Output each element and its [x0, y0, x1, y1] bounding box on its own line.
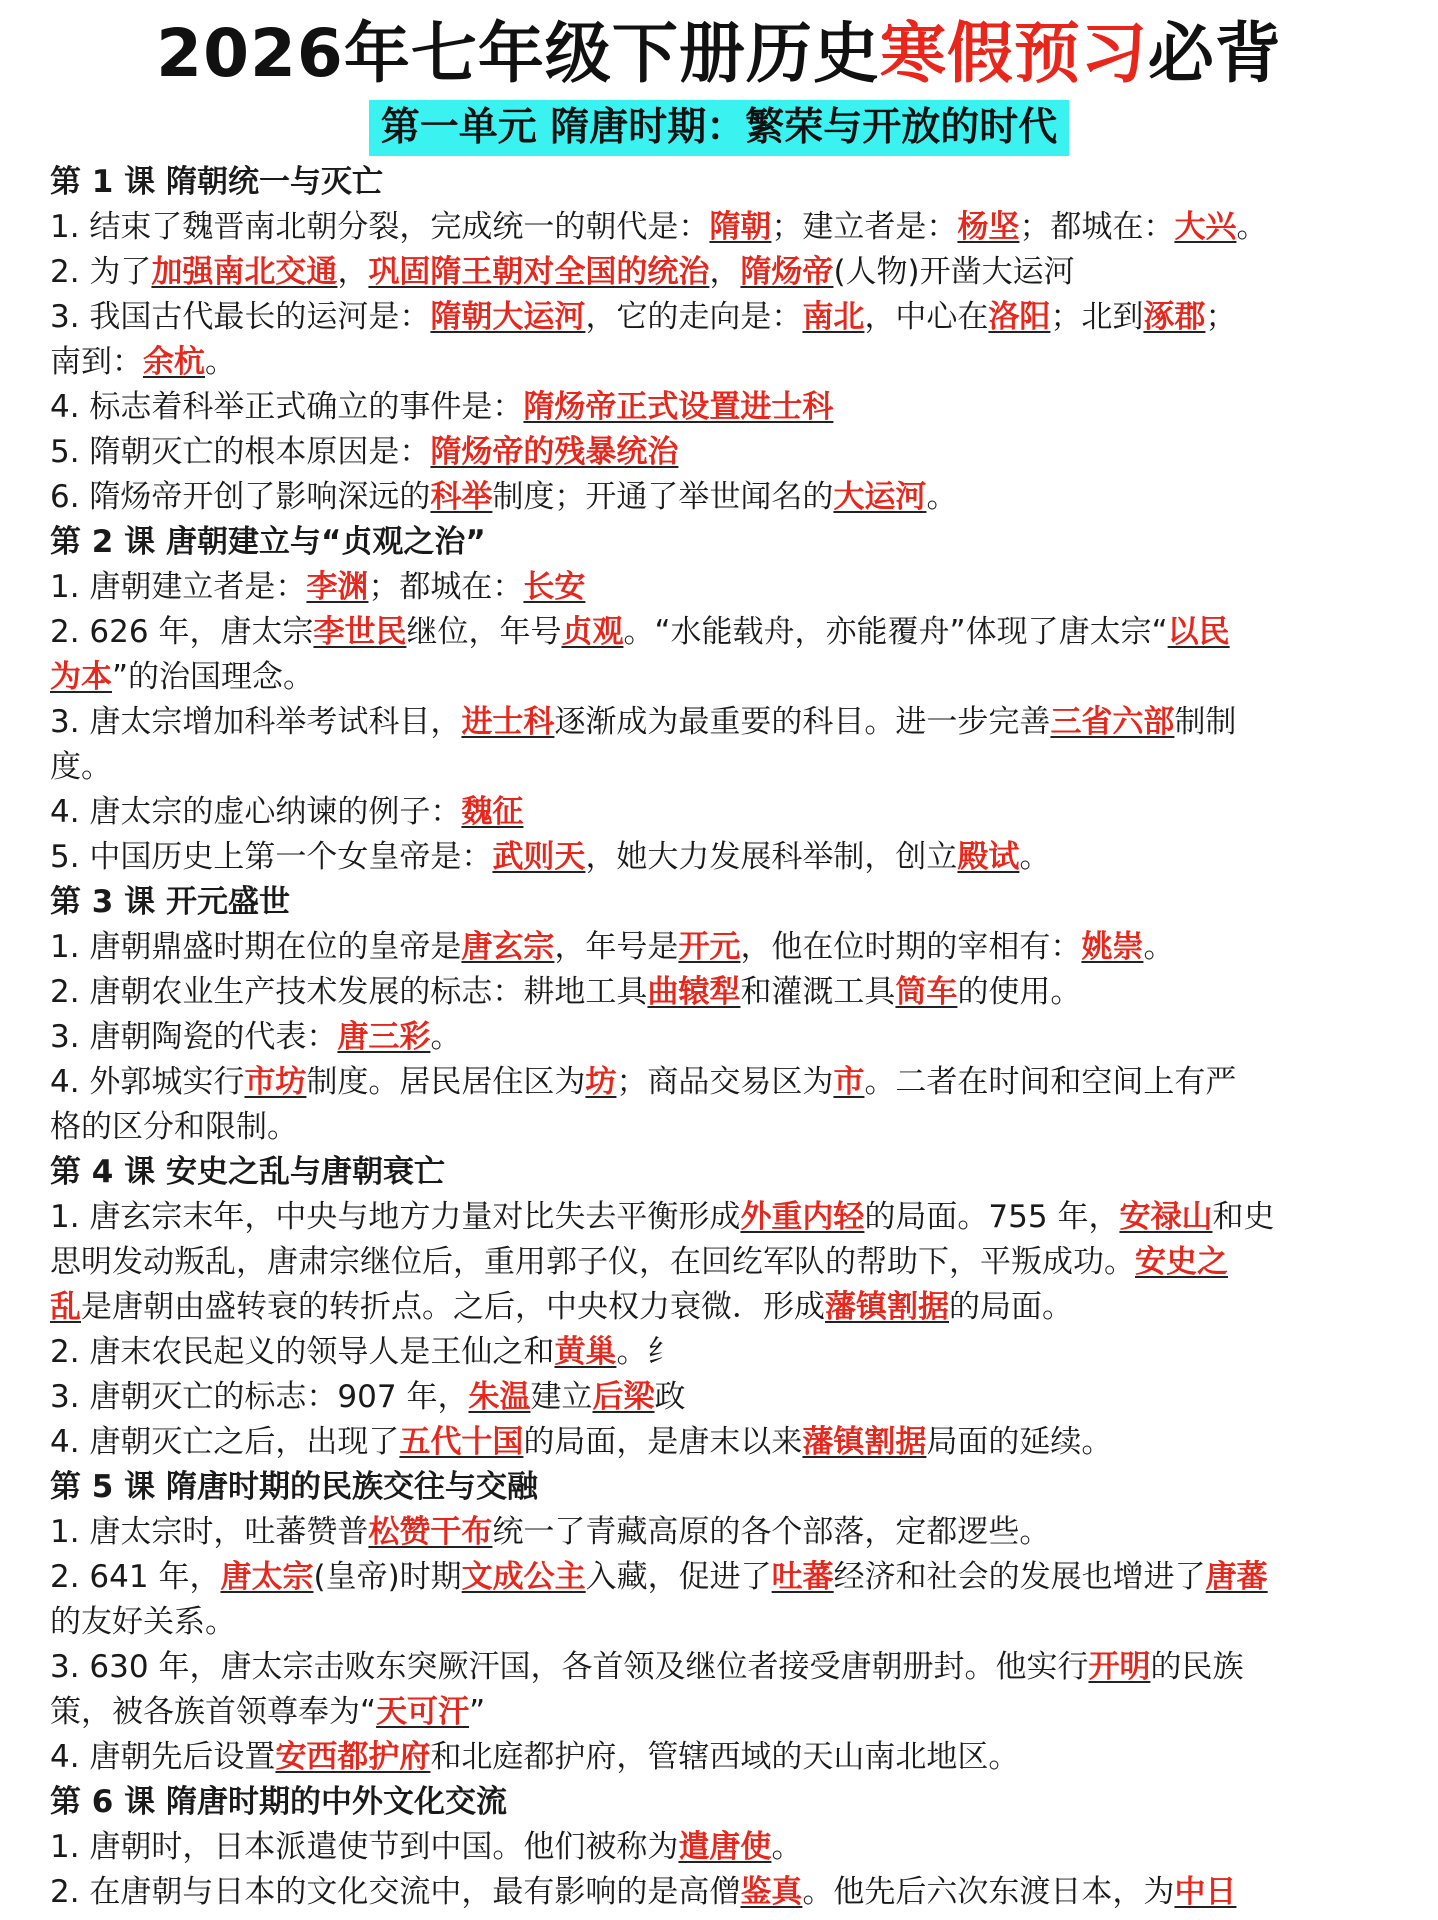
key-term: 安禄山: [1119, 1199, 1213, 1235]
text-segment: 3. 630 年，唐太宗击败东突厥汗国，各首领及继位者接受唐朝册封。他实行: [50, 1649, 1089, 1685]
text-segment: 的友好关系。: [50, 1604, 236, 1640]
text-segment: 。: [771, 1829, 803, 1865]
text-segment: 第 2 课 唐朝建立与“贞观之治”: [50, 524, 486, 560]
key-term: 姚崇: [1081, 929, 1144, 965]
key-term: 安史之: [1135, 1244, 1228, 1280]
text-segment: 4. 唐朝先后设置: [50, 1739, 276, 1775]
text-line: [50, 835, 1402, 880]
key-term: 吐蕃: [771, 1559, 834, 1595]
text-line: [50, 205, 1402, 250]
text-line: [50, 1285, 1402, 1330]
lesson-heading: [50, 520, 1402, 565]
text-segment: 4. 唐朝灭亡之后，出现了: [50, 1424, 400, 1460]
key-term: 开明: [1088, 1649, 1151, 1685]
lesson-heading: [50, 1465, 1402, 1510]
key-term: 唐蕃: [1205, 1559, 1268, 1595]
text-segment: 局面的延续。: [926, 1424, 1113, 1460]
text-line: [50, 1015, 1402, 1060]
text-segment: 。: [1019, 839, 1051, 875]
text-segment: 第 3 课 开元盛世: [50, 884, 290, 920]
text-line: [50, 1330, 1402, 1375]
key-term: 外重内轻: [740, 1199, 865, 1235]
text-line: [50, 925, 1402, 970]
text-segment: ；商品交易区为: [616, 1064, 834, 1100]
text-segment: 4. 外郭城实行: [50, 1064, 245, 1100]
key-term: 长安: [523, 569, 586, 605]
text-segment: 的局面，是唐末以来: [523, 1424, 803, 1460]
key-term: 市坊: [244, 1064, 307, 1100]
lesson-heading: [50, 1780, 1402, 1825]
text-line: [50, 1240, 1402, 1285]
key-term: 文成公主: [461, 1559, 586, 1595]
key-term: 天可汗: [376, 1694, 470, 1730]
key-term: 贞观: [561, 614, 624, 650]
text-segment: (人物)开凿大运河: [833, 254, 1075, 290]
key-term: 隋炀帝的残暴统治: [430, 434, 679, 470]
text-segment: 。纟: [616, 1334, 679, 1370]
text-segment: ，他在位时期的宰相有：: [740, 929, 1082, 965]
title-part-1: 2026年七年级下册历史: [156, 15, 880, 92]
key-term: 以民: [1167, 614, 1230, 650]
text-segment: 2. 为了: [50, 254, 152, 290]
text-segment: 。: [926, 479, 958, 515]
key-term: 黄巢: [554, 1334, 617, 1370]
text-line: [50, 1555, 1402, 1600]
text-segment: ”: [469, 1694, 486, 1730]
text-segment: 制度。居民居住区为: [306, 1064, 586, 1100]
text-segment: 第 4 课 安史之乱与唐朝衰亡: [50, 1154, 445, 1190]
key-term: 曲辕犁: [647, 974, 741, 1010]
text-segment: 的局面。755 年，: [864, 1199, 1120, 1235]
key-term: 余杭: [143, 344, 205, 380]
text-line: [50, 1420, 1402, 1465]
text-segment: ；建立者是：: [771, 209, 958, 245]
text-line: [50, 385, 1402, 430]
text-segment: ，: [337, 254, 369, 290]
unit-title-banner: [0, 100, 1438, 156]
text-segment: 4. 标志着科举正式确立的事件是：: [50, 389, 524, 425]
text-line: [50, 1735, 1402, 1780]
text-segment: 格的区分和限制。: [50, 1109, 298, 1145]
key-term: 南北: [802, 299, 865, 335]
text-line: [50, 430, 1402, 475]
key-term: 杨坚: [957, 209, 1020, 245]
text-line: [50, 1375, 1402, 1420]
text-segment: ；都城在：: [1019, 209, 1175, 245]
text-segment: 3. 唐朝灭亡的标志：907 年，: [50, 1379, 469, 1415]
key-term: 科举: [430, 479, 493, 515]
text-segment: 是唐朝由盛转衰的转折点。之后，中央权力衰微．形成: [81, 1289, 825, 1325]
text-line: [50, 295, 1402, 340]
key-term: 巩固隋王朝对全国的统治: [368, 254, 710, 290]
key-term: 朱温: [468, 1379, 531, 1415]
key-term: 市: [833, 1064, 865, 1100]
text-segment: 2. 在唐朝与日本的文化交流中，最有影响的是高僧: [50, 1874, 741, 1910]
text-segment: 建立: [530, 1379, 593, 1415]
text-line: [50, 1600, 1402, 1645]
text-segment: ，中心在: [864, 299, 989, 335]
key-term: 大兴: [1174, 209, 1237, 245]
key-term: 殿试: [957, 839, 1020, 875]
key-term: 松赞干布: [368, 1514, 493, 1550]
text-segment: 2. 641 年，: [50, 1559, 221, 1595]
key-term: 涿郡: [1143, 299, 1206, 335]
key-term: 三省六部: [1050, 704, 1175, 740]
key-term: 唐太宗: [220, 1559, 314, 1595]
text-line: [50, 1825, 1402, 1870]
key-term: 隋朝: [709, 209, 772, 245]
page-title: [0, 14, 1438, 94]
key-term: 武则天: [492, 839, 586, 875]
key-term: 进士科: [461, 704, 555, 740]
key-term: 隋炀帝正式设置进士科: [523, 389, 834, 425]
key-term: 后梁: [592, 1379, 655, 1415]
text-segment: 。: [1236, 209, 1268, 245]
text-segment: 1. 唐太宗时，吐蕃赞普: [50, 1514, 369, 1550]
text-segment: 思明发动叛乱，唐肃宗继位后，重用郭子仪，在回纥军队的帮助下，平叛成功。: [50, 1244, 1135, 1280]
key-term: 唐玄宗: [461, 929, 555, 965]
text-line: [50, 1105, 1402, 1150]
text-line: [50, 655, 1402, 700]
text-segment: 1. 唐玄宗末年，中央与地方力量对比失去平衡形成: [50, 1199, 741, 1235]
text-segment: 第 5 课 隋唐时期的民族交往与交融: [50, 1469, 538, 1505]
text-line: [50, 475, 1402, 520]
lesson-heading: [50, 1150, 1402, 1195]
text-segment: 和史: [1212, 1199, 1275, 1235]
text-segment: 经济和社会的发展也增进了: [833, 1559, 1206, 1595]
text-segment: 6. 隋炀帝开创了影响深远的: [50, 479, 431, 515]
text-segment: 1. 唐朝建立者是：: [50, 569, 307, 605]
text-segment: 继位，年号: [406, 614, 562, 650]
key-term: 五代十国: [399, 1424, 524, 1460]
key-term: 遣唐使: [678, 1829, 772, 1865]
text-segment: 1. 唐朝时，日本派遣使节到中国。他们被称为: [50, 1829, 679, 1865]
key-term: 李渊: [306, 569, 369, 605]
text-segment: 第 6 课 隋唐时期的中外文化交流: [50, 1784, 507, 1820]
text-segment: 的局面。: [949, 1289, 1073, 1325]
text-line: [50, 745, 1402, 790]
text-segment: 入藏，促进了: [585, 1559, 772, 1595]
text-segment: ；: [1205, 299, 1237, 335]
text-segment: ，年号是: [554, 929, 679, 965]
text-segment: (皇帝)时期: [313, 1559, 462, 1595]
key-term: 鉴真: [740, 1874, 803, 1910]
text-segment: 2. 唐末农民起义的领导人是王仙之和: [50, 1334, 555, 1370]
key-term: 大运河: [833, 479, 927, 515]
title-highlight: 寒假预习: [879, 15, 1148, 92]
text-segment: 第 1 课 隋朝统一与灭亡: [50, 164, 383, 200]
text-segment: 统一了青藏高原的各个部落，定都逻些。: [492, 1514, 1051, 1550]
text-segment: 2. 626 年，唐太宗: [50, 614, 314, 650]
text-segment: 1. 唐朝鼎盛时期在位的皇帝是: [50, 929, 462, 965]
text-line: [50, 790, 1402, 835]
key-term: 加强南北交通: [151, 254, 338, 290]
text-segment: 。: [1143, 929, 1175, 965]
text-line: [50, 1870, 1402, 1915]
key-term: 开元: [678, 929, 741, 965]
text-segment: 制制: [1174, 704, 1237, 740]
text-line: [50, 610, 1402, 655]
key-term: 藩镇割据: [802, 1424, 927, 1460]
text-segment: 和灌溉工具: [740, 974, 896, 1010]
text-segment: ，她大力发展科举制，创立: [585, 839, 958, 875]
key-term: 藩镇割据: [825, 1289, 949, 1325]
text-segment: 逐渐成为最重要的科目。进一步完善: [554, 704, 1051, 740]
text-segment: ”的治国理念。: [112, 659, 315, 695]
text-line: [50, 565, 1402, 610]
key-term: 中日: [1174, 1874, 1237, 1910]
lesson-heading: [50, 880, 1402, 925]
text-segment: 南到：: [50, 344, 143, 380]
lesson-content: [50, 160, 1402, 1915]
text-segment: 和北庭都护府，管辖西域的天山南北地区。: [430, 1739, 1020, 1775]
key-term: 筒车: [895, 974, 958, 1010]
key-term: 乱: [50, 1289, 81, 1325]
key-term: 唐三彩: [337, 1019, 431, 1055]
key-term: 隋炀帝: [740, 254, 834, 290]
key-term: 坊: [585, 1064, 617, 1100]
text-segment: 。: [205, 344, 236, 380]
text-line: [50, 340, 1402, 385]
text-segment: 。二者在时间和空间上有严: [864, 1064, 1237, 1100]
text-segment: 策，被各族首领尊奉为“: [50, 1694, 377, 1730]
text-segment: 1. 结束了魏晋南北朝分裂，完成统一的朝代是：: [50, 209, 710, 245]
title-part-2: 必背: [1147, 15, 1282, 92]
unit-title: 第一单元 隋唐时期：繁荣与开放的时代: [369, 100, 1070, 156]
text-line: [50, 1690, 1402, 1735]
text-segment: 3. 我国古代最长的运河是：: [50, 299, 431, 335]
text-segment: 政: [654, 1379, 686, 1415]
text-segment: 3. 唐朝陶瓷的代表：: [50, 1019, 338, 1055]
key-term: 为本: [50, 659, 112, 695]
text-line: [50, 1195, 1402, 1240]
text-segment: 。: [430, 1019, 462, 1055]
text-segment: ；都城在：: [368, 569, 524, 605]
text-line: [50, 1060, 1402, 1105]
text-segment: ，: [709, 254, 741, 290]
text-segment: 度。: [50, 749, 112, 785]
text-segment: 。他先后六次东渡日本，为: [802, 1874, 1175, 1910]
text-segment: 制度；开通了举世闻名的: [492, 479, 834, 515]
text-line: [50, 250, 1402, 295]
text-segment: ，它的走向是：: [585, 299, 803, 335]
key-term: 李世民: [313, 614, 407, 650]
text-segment: 2. 唐朝农业生产技术发展的标志：耕地工具: [50, 974, 648, 1010]
key-term: 隋朝大运河: [430, 299, 586, 335]
text-segment: 5. 中国历史上第一个女皇帝是：: [50, 839, 493, 875]
text-segment: 5. 隋朝灭亡的根本原因是：: [50, 434, 431, 470]
lesson-heading: [50, 160, 1402, 205]
key-term: 安西都护府: [275, 1739, 431, 1775]
key-term: 洛阳: [988, 299, 1051, 335]
text-segment: 4. 唐太宗的虚心纳谏的例子：: [50, 794, 462, 830]
text-line: [50, 700, 1402, 745]
text-segment: 的民族: [1150, 1649, 1244, 1685]
key-term: 魏征: [461, 794, 524, 830]
text-line: [50, 1645, 1402, 1690]
text-segment: ；北到: [1050, 299, 1144, 335]
text-line: [50, 1510, 1402, 1555]
text-segment: 。“水能载舟，亦能覆舟”体现了唐太宗“: [623, 614, 1168, 650]
text-line: [50, 970, 1402, 1015]
text-segment: 的使用。: [957, 974, 1082, 1010]
text-segment: 3. 唐太宗增加科举考试科目，: [50, 704, 462, 740]
